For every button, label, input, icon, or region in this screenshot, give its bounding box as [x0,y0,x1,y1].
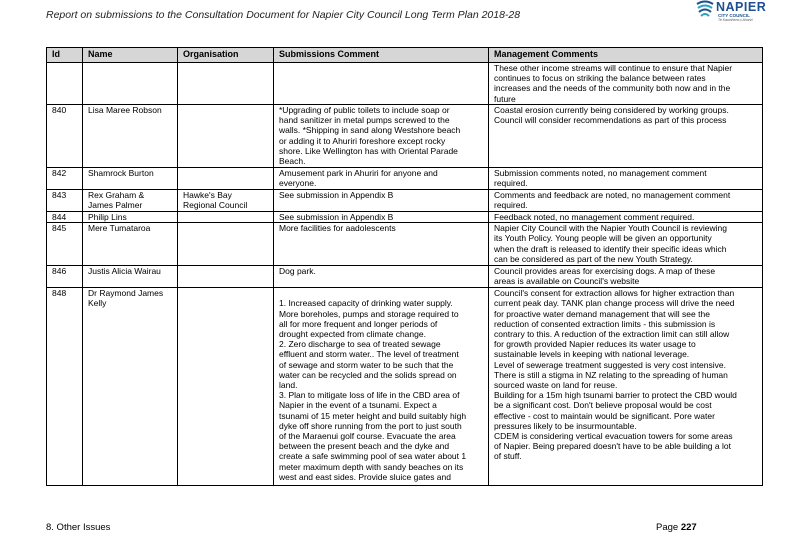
table-row [47,168,763,190]
cell-submission-comment: *Upgrading of public toilets to include soap or hand sanitizer in metal pumps screwed to the walls. *Shipping in sand along Westshore beach or adding it to Ahuriri foreshore except rocky shore. Like Wellington has with Oriental Parade Beach. [274,105,489,168]
logo-subtitle: CITY COUNCIL [718,13,750,18]
cell-organisation [178,105,274,168]
footer-section-label: 8. Other Issues [46,522,111,533]
column-header-name: Name [83,48,178,63]
table-row [47,266,763,288]
cell-id: 848 [47,288,83,486]
cell-organisation [178,212,274,223]
cell-submission-comment: Amusement park in Ahuriri for anyone and everyone. [274,168,489,190]
cell-name: Mere Tumataroa [83,223,178,266]
cell-organisation [178,63,274,105]
cell-organisation [178,168,274,190]
column-header-id: Id [47,48,83,63]
cell-name: Philip Lins [83,212,178,223]
logo-wordmark: NAPIER [716,0,767,14]
cell-management-comment: Council's consent for extraction allows for higher extraction than current peak day. TANK plan change process will drive the need for proactive water demand management that will see the reduction of consented extraction limits - this submission is contrary to this. A reduction of the extraction limit can still allow for growth provided Napier reduces its water usage to sustainable levels in keeping with national leverage. Level of sewerage treatment suggested is very cost intensive. There is still a stigma in NZ relating to the spreading of human sourced waste on land for reuse. Building for a 15m high tsunami barrier to protect the CBD would be a significant cost. Don't believe proposal would be cost effective - cost to maintain would be significant. Pore water pressures likely to be insurmountable. CDEM is considering vertical evacuation towers for some areas of Napier. Being prepared doesn't have to be able building a lot of stuff. [489,288,763,486]
column-header-organisation: Organisation [178,48,274,63]
cell-id: 840 [47,105,83,168]
cell-id: 845 [47,223,83,266]
cell-management-comment: Coastal erosion currently being considered by working groups. Council will consider recommendations as part of this process [489,105,763,168]
cell-management-comment: These other income streams will continue to ensure that Napier continues to focus on striking the balance between rates increases and the needs of the community both now and in the future [489,63,763,105]
table-row [47,190,763,212]
footer-page-number [656,522,697,533]
cell-name: Dr Raymond James Kelly [83,288,178,486]
table-row [47,223,763,266]
cell-management-comment: Feedback noted, no management comment required. [489,212,763,223]
table-header-row [47,48,763,63]
cell-organisation [178,266,274,288]
cell-organisation [178,223,274,266]
table-row [47,288,763,486]
cell-id: 846 [47,266,83,288]
cell-submission-comment: Dog park. [274,266,489,288]
page-number: 227 [680,522,697,533]
report-title: Report on submissions to the Consultation Document for Napier City Council Long Term Plan 2018-28 [46,9,521,21]
cell-id: 842 [47,168,83,190]
cell-management-comment: Napier City Council with the Napier Youth Council is reviewing its Youth Policy. Young people will be given an opportunity when the draft is released to identify their specific ideas which can be considered as part of the new Youth Strategy. [489,223,763,266]
submissions-table [46,47,763,486]
cell-name: Rex Graham & James Palmer [83,190,178,212]
cell-name: Lisa Maree Robson [83,105,178,168]
cell-submission-comment [274,63,489,105]
page-label: Page [656,522,679,533]
cell-submission-comment: More facilities for aadolescents [274,223,489,266]
cell-organisation [178,288,274,486]
cell-name: Shamrock Burton [83,168,178,190]
cell-name [83,63,178,105]
cell-id: 843 [47,190,83,212]
cell-id: 844 [47,212,83,223]
cell-submission-comment: 1. Increased capacity of drinking water supply. More boreholes, pumps and storage required to all for more frequent and longer periods of drought expected from climate change. 2. Zero discharge to sea of treated sewage effluent and storm water.. The level of treatment of sewage and storm water to be such that the water can be recycled and the solids spread on land. 3. Plan to mitigate loss of life in the CBD area of Napier in the event of a tsunami. Expect a tsunami of 15 meter height and build suitably high dyke off shore running from the port to just south of the Maraenui golf course. Evacuate the area between the present beach and the dyke and create a safe swimming pool of sea water about 1 meter maximum depth with sandy beaches on its west and east sides. Provide sluice gates and [274,288,489,486]
napier-logo-icon [694,0,716,20]
cell-management-comment: Council provides areas for exercising dogs. A map of these areas is available on Council's website [489,266,763,288]
table-row [47,105,763,168]
cell-id [47,63,83,105]
cell-name: Justis Alicia Wairau [83,266,178,288]
cell-organisation: Hawke's Bay Regional Council [178,190,274,212]
napier-logo [694,0,767,22]
cell-management-comment: Comments and feedback are noted, no management comment required. [489,190,763,212]
table-row [47,212,763,223]
cell-management-comment: Submission comments noted, no management comment required. [489,168,763,190]
column-header-management-comments: Management Comments [489,48,763,63]
logo-tagline: Te Kaunihera o Ahuriri [718,18,753,22]
column-header-submissions-comment: Submissions Comment [274,48,489,63]
cell-submission-comment: See submission in Appendix B [274,190,489,212]
table-row [47,63,763,105]
cell-submission-comment: See submission in Appendix B [274,212,489,223]
